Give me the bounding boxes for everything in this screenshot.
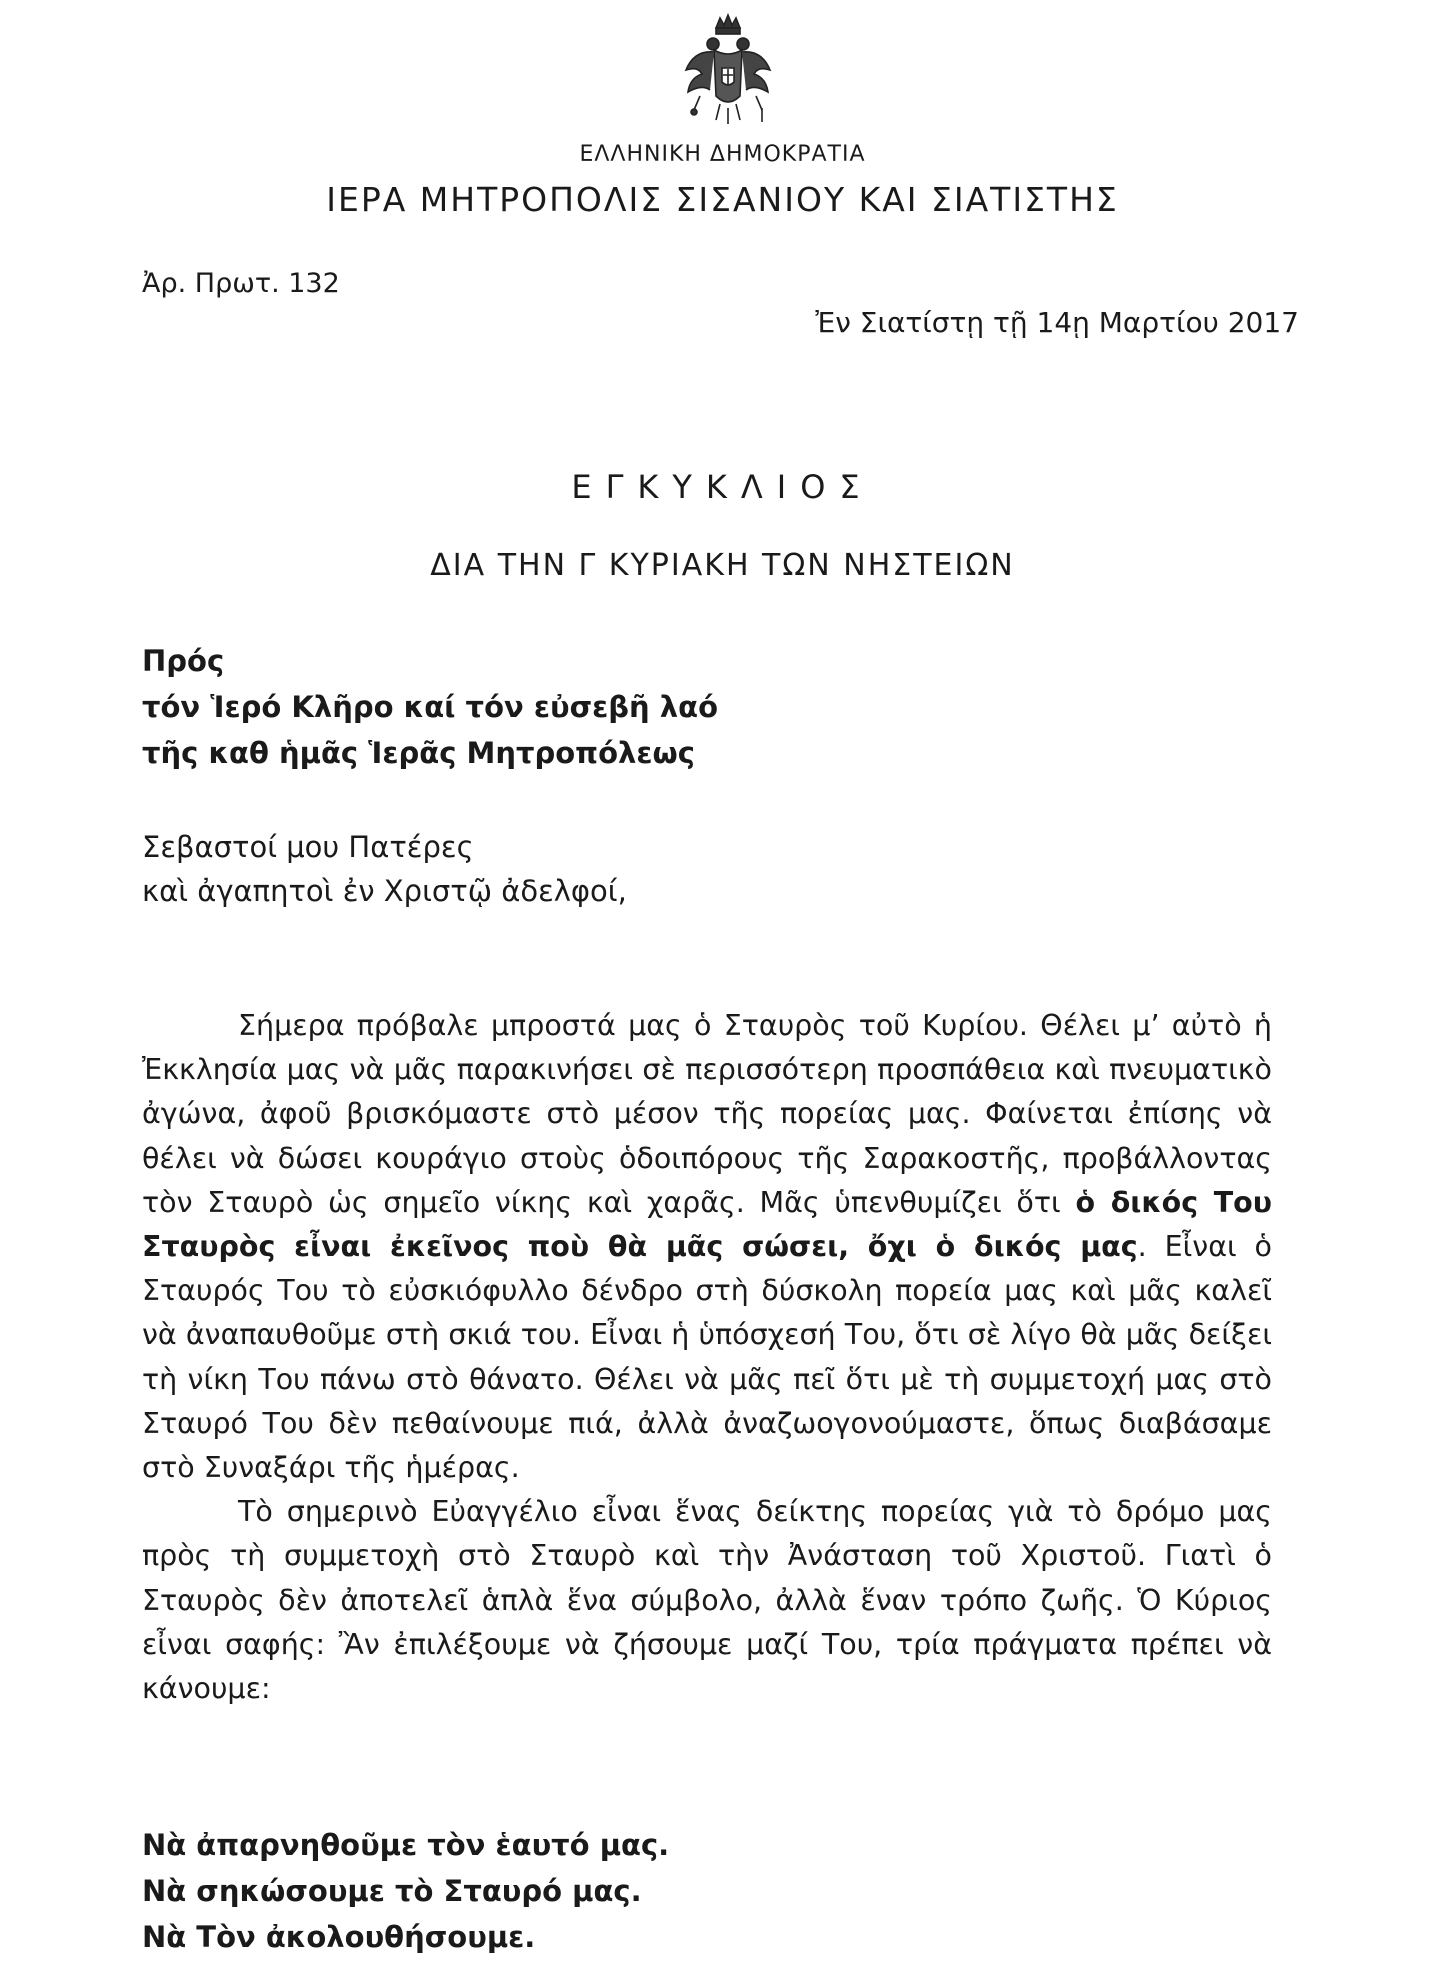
paragraph-1	[142, 1004, 1272, 1490]
command-line: Νὰ ἀπαρνηθοῦμε τὸν ἑαυτό μας.	[142, 1828, 670, 1862]
body-text	[142, 1004, 1272, 1711]
place-date: Ἐν Σιατίστῃ τῇ 14ῃ Μαρτίου 2017	[815, 306, 1299, 339]
paragraph-2: Τὸ σημερινὸ Εὐαγγέλιο εἶναι ἕνας δείκτης πορείας γιὰ τὸ δρόμο μας πρὸς τὴ συμμετοχὴ στὸ Σταυρὸ καὶ τὴν Ἀνάσταση τοῦ Χριστοῦ. Γιατὶ ὁ Σταυρὸς δὲν ἀποτελεῖ ἁπλὰ ἕνα σύμβολο, ἀλλὰ ἕναν τρόπο ζωῆς. Ὁ Κύριος εἶναι σαφής: Ἂν ἐπιλέξουμε νὰ ζήσουμε μαζί Του, τρία πράγματα πρέπει νὰ κάνουμε:	[142, 1495, 1272, 1706]
recipient-line: τῆς καθ ἡμᾶς Ἱερᾶς Μητροπόλεως	[142, 736, 695, 770]
double-headed-eagle-emblem	[680, 12, 776, 130]
metropolis-heading: ΙΕΡΑ ΜΗΤΡΟΠΟΛΙΣ ΣΙΣΑΝΙΟΥ ΚΑΙ ΣΙΑΤΙΣΤΗΣ	[326, 180, 1119, 219]
recipient-line: Πρός	[142, 644, 225, 678]
commands-list	[142, 1822, 669, 1960]
paragraph-1-emphasis: ὁ δικός Του Σταυρὸς εἶναι ἐκεῖνος ποὺ θὰ μᾶς σώσει, ὄχι ὁ δικός μας	[142, 1185, 1273, 1264]
republic-heading: ΕΛΛΗΝΙΚΗ ΔΗΜΟΚΡΑΤΙΑ	[579, 142, 866, 167]
document-title: ΕΓΚΥΚΛΙΟΣ	[571, 468, 874, 506]
salutation-line: καὶ ἀγαπητοὶ ἐν Χριστῷ ἀδελφοί,	[142, 874, 627, 908]
command-line: Νὰ Τὸν ἀκολουθήσουμε.	[142, 1920, 536, 1954]
recipients-block	[142, 638, 718, 776]
protocol-number: Ἀρ. Πρωτ. 132	[142, 268, 340, 299]
document-subtitle: ΔΙΑ ΤΗΝ Γ ΚΥΡΙΑΚΗ ΤΩΝ ΝΗΣΤΕΙΩΝ	[430, 548, 1015, 583]
salutation-block	[142, 825, 627, 913]
salutation-line: Σεβαστοί μου Πατέρες	[142, 830, 474, 864]
recipient-line: τόν Ἱερό Κλῆρο καί τόν εὐσεβῆ λαό	[142, 690, 718, 724]
paragraph-1-text-b: . Εἶναι ὁ Σταυρός Του τὸ εὐσκιόφυλλο δένδρο στὴ δύσκολη πορεία μας καὶ μᾶς καλεῖ νὰ ἀναπαυθοῦμε στὴ σκιά του. Εἶναι ἡ ὑπόσχεσή Του, ὅτι σὲ λίγο θὰ μᾶς δείξει τὴ νίκη Του πάνω στὸ θάνατο. Θέλει νὰ μᾶς πεῖ ὅτι μὲ τὴ συμμετοχή μας στὸ Σταυρό Του δὲν πεθαίνουμε πιά, ἀλλὰ ἀναζωογονούμαστε, ὅπως διαβάσαμε στὸ Συναξάρι τῆς ἡμέρας.	[142, 1230, 1272, 1485]
command-line: Νὰ σηκώσουμε τὸ Σταυρό μας.	[142, 1874, 642, 1908]
paragraph-1-text-a: Σήμερα πρόβαλε μπροστά μας ὁ Σταυρὸς τοῦ Κυρίου. Θέλει μ’ αὐτὸ ἡ Ἐκκλησία μας νὰ μᾶς παρακινήσει σὲ περισσότερη προσπάθεια καὶ πνευματικὸ ἀγώνα, ἀφοῦ βρισκόμαστε στὸ μέσον τῆς πορείας μας. Φαίνεται ἐπίσης νὰ θέλει νὰ δώσει κουράγιο στοὺς ὁδοιπόρους τῆς Σαρακοστῆς, προβάλλοντας τὸν Σταυρὸ ὡς σημεῖο νίκης καὶ χαρᾶς. Μᾶς ὑπενθυμίζει ὅτι	[142, 1009, 1272, 1219]
